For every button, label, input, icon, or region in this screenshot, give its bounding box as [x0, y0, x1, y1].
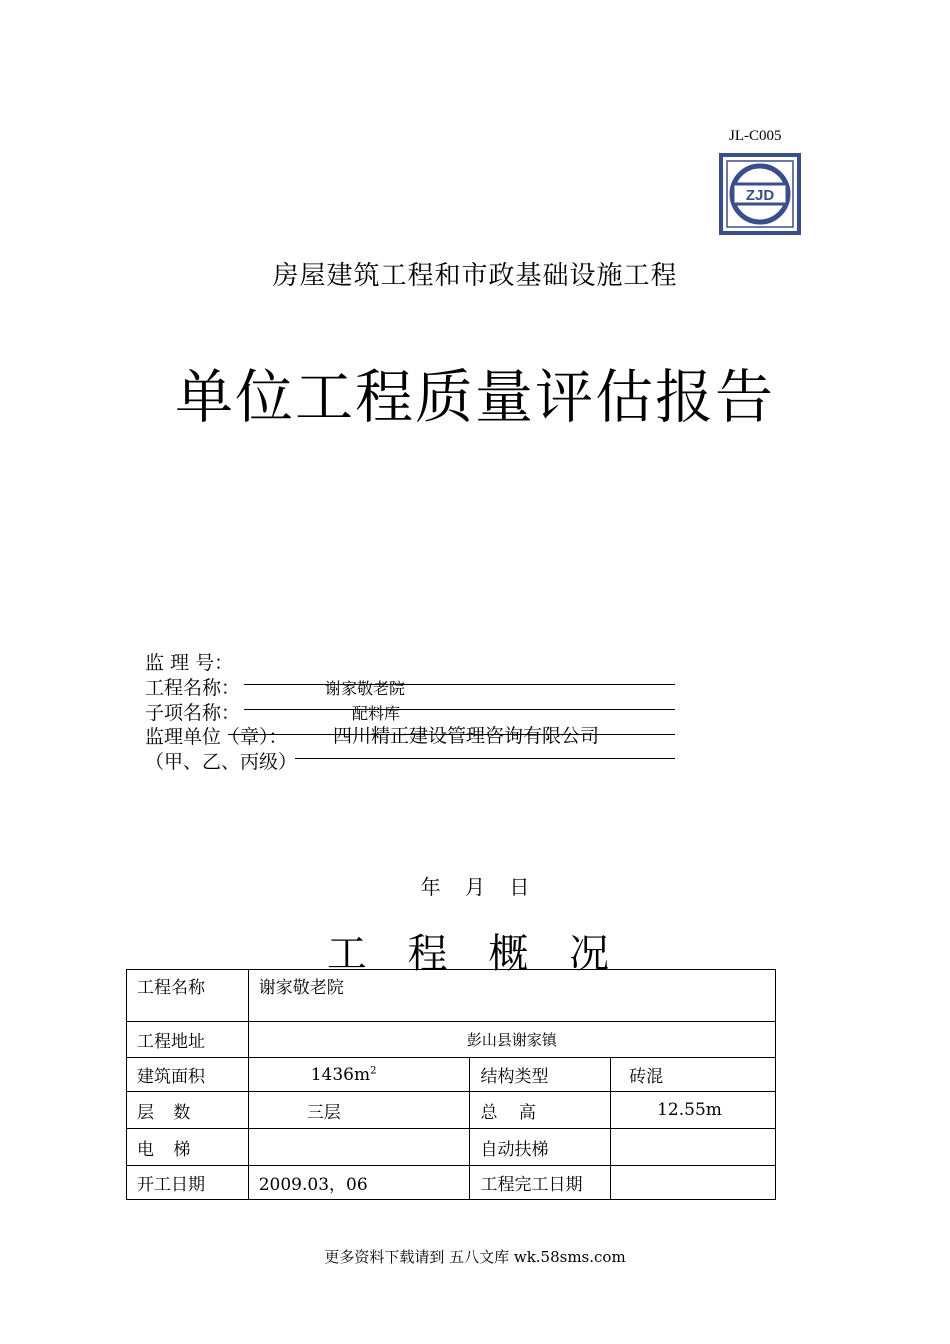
- table-row: [127, 1022, 776, 1058]
- area-cell: [248, 1058, 470, 1092]
- area-unit-superscript: 2: [370, 1064, 377, 1076]
- project-name-header: 工程名称: [127, 970, 249, 1022]
- table-row: [127, 970, 776, 1022]
- address-header: 工程地址: [127, 1022, 249, 1058]
- completion-date-header: 工程完工日期: [470, 1166, 611, 1200]
- address-cell: 彭山县谢家镇: [248, 1022, 775, 1058]
- area-header: 建筑面积: [127, 1058, 249, 1092]
- table-row: [127, 1166, 776, 1200]
- subitem-name-underline: [244, 709, 675, 710]
- supervisor-unit-label: 监理单位（章）：: [145, 726, 288, 748]
- floors-header: 层 数: [127, 1092, 249, 1129]
- start-date-header: 开工日期: [127, 1166, 249, 1200]
- subitem-name-label: 子项名称：: [145, 702, 241, 724]
- subitem-name-value: 配料库: [352, 704, 401, 723]
- elevator-header: 电 梯: [127, 1129, 249, 1166]
- height-header: 总 高: [470, 1092, 611, 1129]
- logo-text: ZJD: [745, 187, 775, 204]
- project-name-cell: 谢家敬老院: [248, 970, 775, 1022]
- elevator-cell: [248, 1129, 470, 1166]
- date-line: 年 月 日: [420, 875, 530, 899]
- completion-date-cell: [611, 1166, 776, 1200]
- document-code: JL-C005: [729, 128, 782, 144]
- report-title: 单位工程质量评估报告: [174, 363, 775, 431]
- company-logo: [719, 153, 801, 235]
- structure-header: 结构类型: [470, 1058, 611, 1092]
- project-name-underline: [244, 684, 675, 685]
- qualification-grade-underline: [295, 758, 675, 759]
- table-row: [127, 1129, 776, 1166]
- escalator-header: 自动扶梯: [470, 1129, 611, 1166]
- table-row: [127, 1058, 776, 1092]
- table-row: [127, 1092, 776, 1129]
- supervisor-unit-value: 四川精正建设管理咨询有限公司: [333, 725, 600, 747]
- overview-title: 工 程 概 况: [326, 931, 624, 977]
- floors-cell: 三层: [248, 1092, 470, 1129]
- project-overview-table: [126, 969, 776, 1200]
- project-name-label: 工程名称：: [145, 677, 241, 699]
- area-value: 1436m: [310, 1064, 371, 1085]
- qualification-grade-label: （甲、乙、丙级）: [145, 751, 298, 773]
- structure-cell: 砖混: [611, 1058, 776, 1092]
- supervision-number-label: 监 理 号：: [145, 652, 234, 674]
- escalator-cell: [611, 1129, 776, 1166]
- footer-note: 更多资料下载请到 五八文库 wk.58sms.com: [324, 1248, 626, 1266]
- start-date-cell: 2009.03，06: [248, 1166, 470, 1200]
- report-subtitle: 房屋建筑工程和市政基础设施工程: [272, 261, 678, 291]
- project-name-value: 谢家敬老院: [325, 679, 406, 698]
- height-cell: 12.55m: [611, 1092, 776, 1129]
